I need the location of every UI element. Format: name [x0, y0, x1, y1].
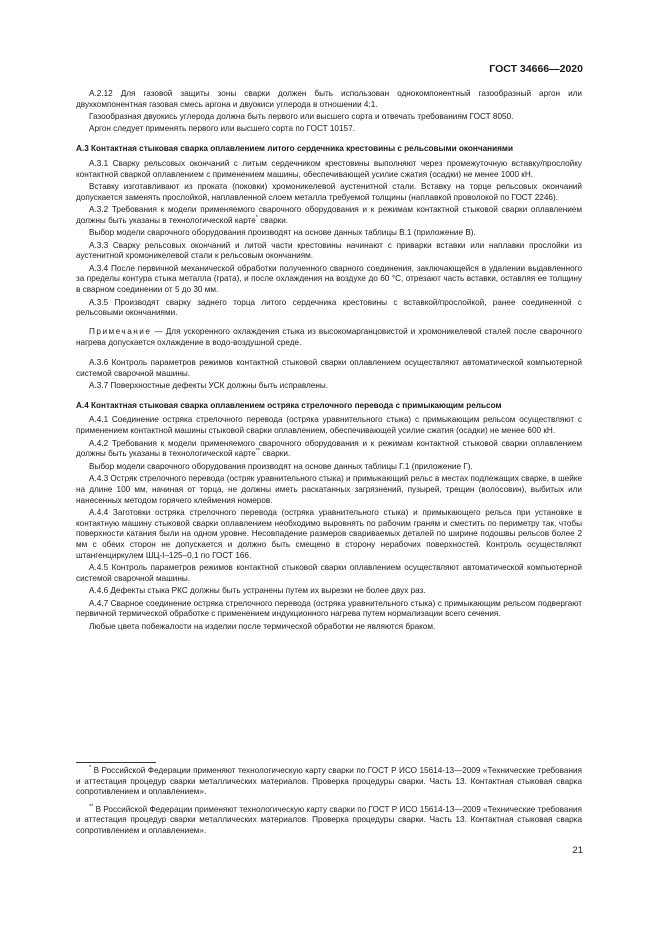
- paragraph-a3-6: А.3.6 Контроль параметров режимов контактной стыковой сварки оплавлением осуществляют автоматической компьютерной системой сварочной машины.: [76, 357, 582, 378]
- paragraph-a2-12-argon: Аргон следует применять первого или высшего сорта по ГОСТ 10157.: [89, 124, 355, 134]
- paragraph-a4-2-selection: Выбор модели сварочного оборудования производят на основе данных таблицы Г.1 (приложение Г).: [89, 461, 473, 471]
- footnote-2-text: В Российской Федерации применяют технологическую карту сварки по ГОСТ Р ИСО 15614-13—2009 «Технические требования и аттестация процедур сварки металлических материалов. Проверка процедуры сварки. Часть 13. Контактная стыковая сварка сопротивлением и оплавлением».: [76, 804, 582, 835]
- paragraph-a3-5: А.3.5 Производят сварку заднего торца литого сердечника крестовины с вставкой/прослойкой, ранее соединенной с рельсовыми окончаниями.: [76, 297, 582, 318]
- paragraph-a3-2-selection: Выбор модели сварочного оборудования производят на основе данных таблицы В.1 (приложение В).: [89, 228, 476, 238]
- section-heading-a3-text: А.3 Контактная стыковая сварка оплавлением литого сердечника крестовины с рельсовыми окончаниями: [76, 144, 514, 154]
- paragraph-a4-2-tail: сварки.: [260, 449, 291, 459]
- paragraph-a2-12-co2: Газообразная двуокись углерода должна быть первого или высшего сорта и отвечать требованиям ГОСТ 8050.: [89, 112, 514, 122]
- footnote-1: [76, 766, 582, 798]
- page-number: 21: [572, 845, 583, 856]
- paragraph-a3-2-tail: сварки.: [257, 215, 289, 225]
- document-number-header: ГОСТ 34666—2020: [489, 63, 583, 75]
- document-body: [76, 89, 582, 634]
- footnote-1-mark: *: [89, 765, 92, 771]
- paragraph-a3-2-text: А.3.2 Требования к модели применяемого сварочного оборудования и к режимам контактной стыковой сварки оплавлением должны быть указаны в технологической карте: [76, 205, 582, 225]
- paragraph-a3-7: А.3.7 Поверхностные дефекты УСК должны быть исправлены.: [89, 380, 329, 390]
- footnote-2-mark: **: [89, 803, 94, 810]
- footnote-divider: [76, 762, 156, 763]
- section-heading-a3: [76, 144, 582, 155]
- paragraph-a4-1: А.4.1 Соединение остряка стрелочного перевода (остряка уравнительного стыка) с примыкающим рельсом осуществляют с применением контактной машины стыковой сварки оплавлением, обеспечивающей усилие сжатия (осадки) не менее 600 кН.: [76, 415, 582, 436]
- paragraph-a3-1: А.3.1 Сварку рельсовых окончаний с литым сердечником крестовины выполняют через промежуточную вставку/прослойку контактной сваркой оплавлением с применением машины, обеспечивающей усилие сжатия (осадки) не менее 1000 кН.: [76, 158, 582, 179]
- paragraph-a3-1-insert: Вставку изготавливают из проката (поковки) хромоникелевой аустенитной стали. Вставку на торце рельсовых окончаний допускается заменять прослойкой, наплавленной слоем металла требуемой толщины (наплавкой проволокой по ГОСТ 2246).: [76, 182, 582, 202]
- paragraph-a4-2-text: А.4.2 Требования к модели применяемого сварочного оборудования и к режимам контактной стыковой сварки оплавлением должны быть указаны в технологической карте: [76, 438, 582, 459]
- paragraph-a4-6: А.4.6 Дефекты стыка РКС должны быть устранены путем их вырезки не более двух раз.: [89, 586, 426, 596]
- paragraph-a4-7: А.4.7 Сварное соединение остряка стрелочного перевода (остряка уравнительного стыка) с примыкающим рельсом подвергают первичной термической обработке с применением индукционного нагрева путем нормализации всего сечения.: [76, 598, 582, 619]
- paragraph-a4-7-colors: Любые цвета побежалости на изделии после термической обработки не являются браком.: [89, 621, 436, 631]
- footnote-ref-1[interactable]: *: [255, 214, 258, 221]
- note-label: Примечание: [89, 327, 152, 337]
- footnote-ref-2[interactable]: **: [255, 448, 261, 455]
- paragraph-a3-2: [76, 205, 582, 227]
- footnote-1-text: В Российской Федерации применяют технологическую карту сварки по ГОСТ Р ИСО 15614-13—2009 «Технические требования и аттестация процедур сварки металлических материалов. Проверка процедуры сварки. Часть 13. Контактная стыковая сварка сопротивлением и оплавлением».: [76, 766, 582, 797]
- footnotes: [76, 766, 582, 844]
- note: [76, 327, 582, 349]
- note-text: — Для ускоренного охлаждения стыка из высокомарганцовистой и хромоникелевой сталей после сварочного нагрева допускается охлаждение в водо-воздушной среде.: [76, 327, 582, 347]
- paragraph-a3-3: А.3.3 Сварку рельсовых окончаний и литой части крестовины начинают с приварки вставки или наплавки прослойки из аустенитной хромоникелевой стали к рельсовым окончаниям.: [76, 240, 582, 261]
- paragraph-a2-12: А.2.12 Для газовой защиты зоны сварки должен быть использован однокомпонентный газообразный аргон или двухкомпонентная газовая смесь аргона и двуокиси углерода в отношении 4:1.: [76, 89, 582, 109]
- paragraph-a4-3: А.4.3 Остряк стрелочного перевода (остряк уравнительного стыка) и примыкающий рельс в местах подлежащих сварке, в шейке на длине 100 мм, начиная от торца, не должны иметь раскатанных загрязнений, пузырей, трещин (волосовин), выбитых или нанесенных методом горячего клеймения номеров.: [76, 473, 582, 505]
- section-heading-a4-text: А.4 Контактная стыковая сварка оплавлением остряка стрелочного перевода с примыкающим рельсом: [76, 400, 502, 410]
- paragraph-a4-5: А.4.5 Контроль параметров режимов контактной стыковой сварки оплавлением осуществляют автоматической компьютерной системой сварочной машины.: [76, 563, 582, 584]
- paragraph-a3-4: А.3.4 После первичной механической обработки полученного сварного соединения, заключающейся в удалении выдавленного за пределы контура стыка металла (грата), и после охлаждения на воздухе до 60 °С, отрезают часть вставки, оставляя ее толщину в сварном соединении от 5 до 30 мм.: [76, 263, 582, 295]
- footnote-2: [76, 805, 582, 837]
- section-heading-a4: [76, 401, 582, 412]
- paragraph-a4-2: [76, 439, 582, 461]
- paragraph-a4-4: А.4.4 Заготовки остряка стрелочного перевода (остряка уравнительного стыка) и примыкающего рельса при установке в контактную машину стыковой сварки оплавлением необходимо выровнять по рабочим граням и сместить по периметру так, чтобы поверхности катания были на одном уровне. Несовпадение размеров свариваемых деталей по ширине подошвы рельсов более 2 мм с обеих сторон не допускается и должно быть смещено в сторону нерабочих поверхностей. Контроль осуществляют штангенциркулем ШЦ-I–125–0,1 по ГОСТ 166.: [76, 507, 582, 560]
